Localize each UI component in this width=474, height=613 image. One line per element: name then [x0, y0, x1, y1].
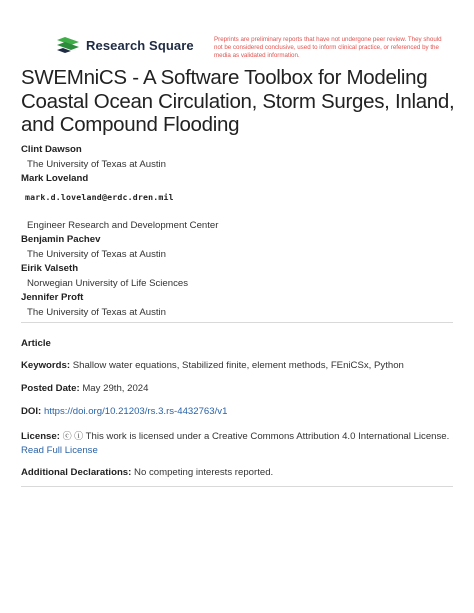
author-list	[21, 143, 461, 320]
article-type	[21, 337, 453, 351]
divider	[21, 486, 453, 487]
creative-commons-icon: ⓒ ⓘ	[62, 431, 84, 441]
posted-date	[21, 382, 453, 396]
paper-title: SWEMniCS - A Software Toolbox for Modeling Coastal Ocean Circulation, Storm Surges, Inland, and Compound Flooding	[21, 66, 455, 136]
author-name: Mark Loveland	[21, 173, 89, 184]
license	[21, 429, 453, 458]
author-affiliation: Engineer Research and Development Center	[27, 220, 219, 231]
author-name: Jennifer Proft	[21, 292, 84, 303]
additional-declarations	[21, 466, 453, 480]
keywords	[21, 359, 453, 373]
keywords-value: Shallow water equations, Stabilized finite, element methods, FEniCSx, Python	[72, 360, 404, 371]
author-affiliation: Norwegian University of Life Sciences	[27, 278, 189, 289]
author-affiliation: The University of Texas at Austin	[27, 249, 166, 260]
license-text: This work is licensed under a Creative Commons Attribution 4.0 International License.	[85, 431, 450, 442]
read-full-license-link[interactable]: Read Full License	[21, 445, 98, 456]
doi-link[interactable]: https://doi.org/10.21203/rs.3.rs-4432763/v1	[43, 406, 228, 417]
author-name: Clint Dawson	[21, 144, 82, 155]
declarations-value: No competing interests reported.	[134, 467, 274, 478]
spacer	[21, 208, 461, 218]
author-affiliation: The University of Texas at Austin	[27, 307, 166, 318]
author-email[interactable]: mark.d.loveland@erdc.dren.mil	[25, 192, 174, 202]
article-type-label: Article	[21, 338, 51, 349]
author-affiliation: The University of Texas at Austin	[27, 159, 166, 170]
author-name: Benjamin Pachev	[21, 234, 101, 245]
preprint-disclaimer: Preprints are preliminary reports that have not undergone peer review. They should not be considered conclusive, used to inform clinical practice, or referenced by the media as validated information.	[214, 36, 442, 59]
doi	[21, 405, 453, 419]
declarations-label: Additional Declarations:	[21, 467, 132, 478]
author-name: Eirik Valseth	[21, 263, 79, 274]
doi-label: DOI:	[21, 406, 42, 417]
posted-date-label: Posted Date:	[21, 383, 80, 394]
logo-text: Research Square	[86, 37, 194, 53]
keywords-label: Keywords:	[21, 360, 71, 371]
divider	[21, 322, 453, 323]
license-label: License:	[21, 431, 60, 442]
posted-date-value: May 29th, 2024	[82, 383, 149, 394]
research-square-logo-icon	[57, 37, 79, 53]
research-square-logo[interactable]	[57, 37, 194, 53]
